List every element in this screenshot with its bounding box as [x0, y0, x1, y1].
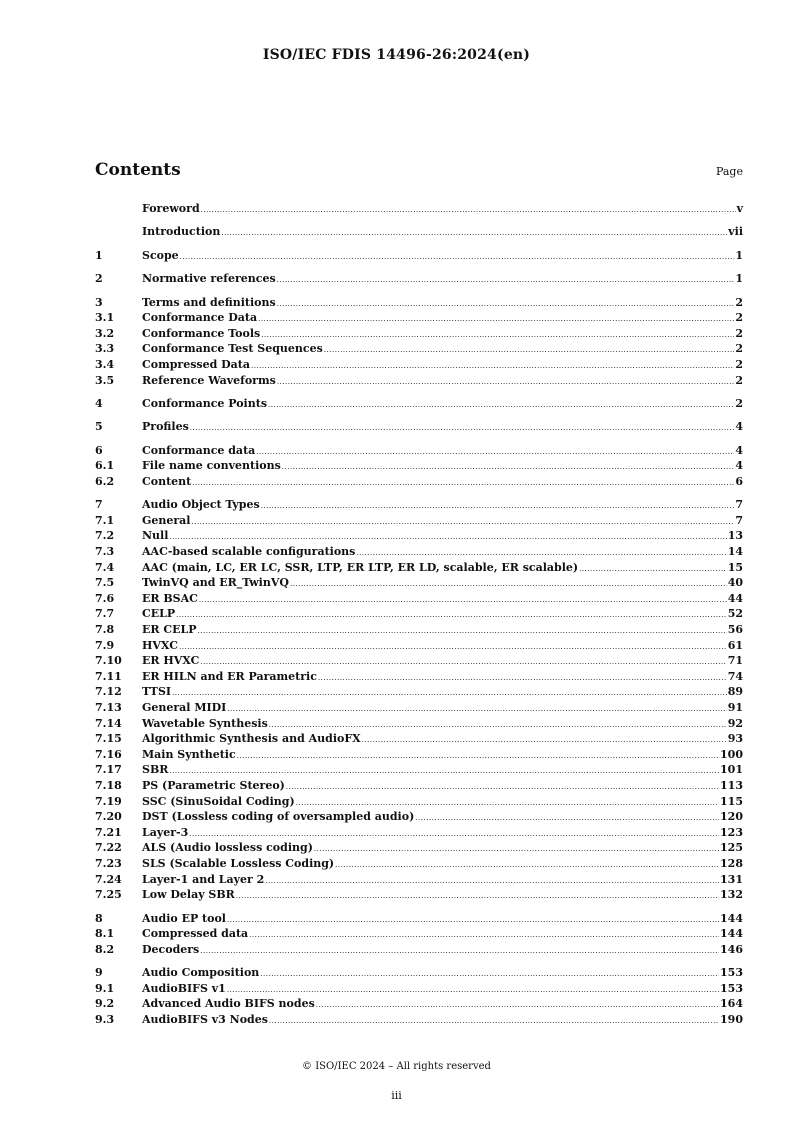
toc-dot-leader: [192, 479, 734, 487]
toc-entry-number: 7.6: [95, 591, 115, 605]
toc-dot-leader: [227, 986, 719, 994]
toc-entry-number: 7.20: [95, 810, 122, 824]
toc-entry[interactable]: [95, 717, 743, 733]
toc-entry[interactable]: [95, 873, 743, 889]
toc-entry[interactable]: [95, 592, 743, 608]
toc-entry-number: 7.3: [95, 545, 115, 559]
toc-entry-number: 7.11: [95, 669, 122, 683]
toc-entry-page: 4: [735, 443, 743, 457]
toc-entry[interactable]: [95, 927, 743, 943]
toc-entry-page: 146: [720, 942, 743, 956]
toc-entry-number: 7.13: [95, 701, 122, 714]
toc-dot-leader: [227, 916, 719, 924]
toc-entry-title: DST (Lossless coding of oversampled audio): [142, 810, 415, 824]
toc-entry-number: 7.22: [95, 841, 122, 855]
toc-entry[interactable]: [95, 982, 743, 998]
toc-entry-number: 7.4: [95, 560, 115, 574]
toc-entry-number: 7.17: [95, 763, 122, 777]
toc-dot-leader: [227, 705, 726, 713]
copyright-footer: © ISO/IEC 2024 – All rights reserved: [302, 1061, 491, 1072]
toc-dot-leader: [260, 970, 719, 978]
toc-entry-title: TTSI: [142, 685, 172, 699]
toc-dot-leader: [189, 830, 719, 838]
toc-entry-title: HVXC: [142, 638, 179, 652]
toc-entry-number: 5: [95, 420, 103, 434]
toc-entry-number: 7.14: [95, 716, 122, 730]
toc-entry-title: Introduction: [142, 225, 221, 239]
toc-entry-title: ER CELP: [142, 623, 197, 637]
toc-entry-page: 115: [720, 794, 743, 808]
toc-entry[interactable]: [95, 561, 743, 577]
toc-dot-leader: [237, 752, 719, 760]
toc-entry-title: Profiles: [142, 420, 189, 434]
toc-dot-leader: [579, 565, 727, 573]
toc-entry-page: 131: [720, 872, 743, 886]
toc-entry-page: 74: [727, 669, 743, 683]
toc-entry-number: 7.12: [95, 685, 122, 699]
toc-entry-title: SSC (SinuSoidal Coding): [142, 794, 295, 808]
toc-dot-leader: [290, 580, 727, 588]
toc-entry[interactable]: [95, 358, 743, 374]
toc-entry-number: 7.15: [95, 732, 122, 746]
toc-entry-page: 120: [720, 810, 743, 824]
toc-entry[interactable]: [95, 249, 743, 265]
toc-entry-number: 7.1: [95, 513, 115, 527]
toc-dot-leader: [180, 253, 735, 261]
toc-dot-leader: [415, 814, 719, 822]
toc-entry-title: AAC (main, LC, ER LC, SSR, LTP, ER LTP, ER LD, scalable, ER scalable): [142, 560, 579, 574]
toc-entry[interactable]: [95, 748, 743, 764]
toc-entry-page: 4: [735, 459, 743, 473]
toc-entry[interactable]: [95, 701, 743, 717]
toc-entry-title: ALS (Audio lossless coding): [142, 841, 313, 855]
toc-entry-page: 71: [727, 654, 743, 668]
toc-entry-number: 7.23: [95, 856, 122, 870]
toc-entry[interactable]: [95, 639, 743, 655]
toc-dot-leader: [190, 424, 735, 432]
toc-entry[interactable]: [95, 311, 743, 327]
toc-dot-leader: [324, 346, 735, 354]
toc-entry-page: 144: [720, 911, 743, 925]
toc-entry-page: 2: [735, 295, 743, 309]
toc-entry-title: TwinVQ and ER_TwinVQ: [142, 576, 289, 590]
toc-entry[interactable]: [95, 841, 743, 857]
toc-entry[interactable]: [95, 810, 743, 826]
toc-entry-page: 4: [735, 420, 743, 434]
toc-dot-leader: [256, 448, 734, 456]
toc-entry[interactable]: [95, 225, 743, 241]
toc-entry-number: 7.21: [95, 825, 122, 839]
toc-entry-title: CELP: [142, 607, 176, 621]
page-column-label: Page: [715, 165, 743, 178]
toc-entry[interactable]: [95, 202, 743, 218]
toc-entry-page: v: [736, 202, 743, 215]
toc-entry-page: 56: [727, 623, 743, 637]
toc-dot-leader: [169, 767, 719, 775]
toc-entry-number: 3: [95, 295, 103, 309]
toc-entry-title: AudioBIFS v3 Nodes: [142, 1012, 268, 1026]
toc-dot-leader: [269, 1017, 719, 1025]
toc-entry-number: 7.16: [95, 747, 122, 761]
toc-entry[interactable]: [95, 342, 743, 358]
toc-entry-number: 7.7: [95, 607, 115, 621]
toc-entry-number: 7.25: [95, 888, 122, 902]
toc-dot-leader: [201, 206, 736, 214]
toc-entry-number: 7.10: [95, 654, 122, 668]
toc-entry[interactable]: [95, 857, 743, 873]
toc-entry-page: 132: [720, 888, 743, 902]
toc-entry-page: 128: [720, 856, 743, 870]
toc-entry-number: 2: [95, 272, 103, 286]
toc-entry-number: 7.8: [95, 623, 115, 637]
toc-entry-title: Content: [142, 474, 192, 488]
toc-dot-leader: [199, 596, 727, 604]
toc-entry-title: Terms and definitions: [142, 295, 276, 309]
toc-entry-title: General MIDI: [142, 701, 227, 714]
toc-entry-title: Conformance data: [142, 443, 256, 457]
toc-dot-leader: [200, 658, 726, 666]
toc-entry-number: 9.3: [95, 1012, 115, 1026]
toc-dot-leader: [198, 627, 727, 635]
toc-entry-title: Algorithmic Synthesis and AudioFX: [142, 732, 361, 746]
toc-entry-title: Normative references: [142, 272, 276, 286]
toc-entry-title: Low Delay SBR: [142, 888, 235, 902]
toc-dot-leader: [179, 643, 727, 651]
toc-entry[interactable]: [95, 272, 743, 288]
toc-entry-title: Main Synthetic: [142, 747, 236, 761]
toc-entry-page: 153: [720, 966, 743, 980]
toc-entry-page: 2: [735, 373, 743, 387]
toc-entry-title: Foreword: [142, 202, 200, 215]
toc-entry[interactable]: [95, 444, 743, 460]
toc-entry-page: 100: [720, 747, 743, 761]
toc-entry-page: 7: [735, 513, 743, 527]
toc-entry[interactable]: [95, 514, 743, 530]
toc-dot-leader: [318, 674, 727, 682]
page-number: iii: [391, 1089, 402, 1102]
toc-entry-title: Audio EP tool: [142, 911, 226, 925]
toc-entry-title: Reference Waveforms: [142, 373, 276, 387]
toc-dot-leader: [282, 463, 735, 471]
toc-entry-title: ER HILN and ER Parametric: [142, 669, 317, 683]
toc-dot-leader: [261, 502, 735, 510]
toc-entry-number: 3.5: [95, 373, 115, 387]
toc-entry-number: 8: [95, 911, 103, 925]
toc-entry-number: 9.1: [95, 981, 115, 995]
toc-entry-number: 7.18: [95, 778, 122, 792]
toc-dot-leader: [356, 549, 726, 557]
toc-entry-page: 61: [727, 638, 743, 652]
toc-entry-title: Compressed data: [142, 927, 249, 941]
toc-entry-page: 2: [735, 311, 743, 325]
toc-dot-leader: [200, 947, 719, 955]
toc-entry[interactable]: [95, 795, 743, 811]
table-of-contents: [95, 202, 743, 1028]
toc-entry-title: Audio Object Types: [142, 498, 260, 512]
toc-entry-page: 164: [720, 997, 743, 1011]
toc-entry-page: vii: [728, 225, 743, 239]
toc-entry-title: Conformance Tools: [142, 326, 261, 340]
toc-entry-page: 15: [727, 560, 743, 574]
toc-entry[interactable]: [95, 576, 743, 592]
toc-entry-page: 44: [727, 591, 743, 605]
toc-entry-number: 6: [95, 443, 103, 457]
toc-entry-title: Layer-3: [142, 825, 189, 839]
contents-heading: Contents: [95, 160, 181, 180]
toc-entry-page: 1: [735, 272, 743, 286]
toc-dot-leader: [265, 877, 719, 885]
toc-entry-title: Scope: [142, 248, 179, 262]
toc-dot-leader: [192, 518, 735, 526]
toc-entry-number: 6.2: [95, 474, 115, 488]
toc-dot-leader: [277, 300, 735, 308]
toc-entry-number: 1: [95, 248, 103, 262]
toc-entry-page: 92: [727, 716, 743, 730]
toc-entry-page: 101: [720, 763, 743, 777]
toc-entry[interactable]: [95, 685, 743, 701]
toc-entry[interactable]: [95, 654, 743, 670]
toc-entry[interactable]: [95, 374, 743, 390]
toc-entry-number: 3.3: [95, 342, 115, 356]
toc-dot-leader: [258, 315, 734, 323]
toc-entry-title: Null: [142, 529, 169, 543]
toc-entry-title: Conformance Points: [142, 396, 268, 410]
toc-entry-page: 52: [727, 607, 743, 621]
toc-entry-page: 93: [727, 732, 743, 746]
toc-dot-leader: [172, 689, 727, 697]
toc-entry-page: 153: [720, 981, 743, 995]
toc-dot-leader: [362, 736, 727, 744]
toc-entry-number: 7.19: [95, 794, 122, 808]
toc-entry-title: SLS (Scalable Lossless Coding): [142, 856, 335, 870]
toc-entry-title: Layer-1 and Layer 2: [142, 872, 265, 886]
toc-entry-title: PS (Parametric Stereo): [142, 778, 285, 792]
toc-entry[interactable]: [95, 763, 743, 779]
toc-entry-page: 40: [727, 576, 743, 590]
toc-entry-number: 8.2: [95, 942, 115, 956]
toc-entry[interactable]: [95, 997, 743, 1013]
toc-entry-title: Audio Composition: [142, 966, 260, 980]
toc-dot-leader: [251, 362, 734, 370]
toc-entry[interactable]: [95, 397, 743, 413]
toc-entry-number: 6.1: [95, 459, 115, 473]
toc-entry-number: 4: [95, 396, 103, 410]
toc-entry-page: 1: [735, 248, 743, 262]
toc-entry-title: Wavetable Synthesis: [142, 716, 268, 730]
toc-entry[interactable]: [95, 732, 743, 748]
toc-entry-title: Conformance Data: [142, 311, 258, 325]
toc-dot-leader: [286, 783, 719, 791]
toc-entry-title: Advanced Audio BIFS nodes: [142, 997, 315, 1011]
toc-entry-page: 14: [727, 545, 743, 559]
toc-entry-number: 3.4: [95, 357, 115, 371]
toc-entry-page: 2: [735, 396, 743, 410]
toc-dot-leader: [221, 229, 727, 237]
toc-dot-leader: [314, 845, 719, 853]
toc-entry-page: 89: [727, 685, 743, 699]
toc-entry-page: 6: [735, 474, 743, 488]
toc-dot-leader: [236, 892, 719, 900]
toc-entry-page: 144: [720, 927, 743, 941]
toc-entry-page: 91: [727, 701, 743, 714]
toc-entry-number: 3.2: [95, 326, 115, 340]
toc-dot-leader: [268, 401, 734, 409]
toc-entry-number: 8.1: [95, 927, 115, 941]
toc-entry-number: 7: [95, 498, 103, 512]
toc-entry-number: 7.5: [95, 576, 115, 590]
toc-entry-number: 9: [95, 966, 103, 980]
toc-entry-page: 2: [735, 326, 743, 340]
toc-dot-leader: [277, 276, 735, 284]
toc-entry[interactable]: [95, 475, 743, 491]
toc-entry[interactable]: [95, 607, 743, 623]
toc-entry-page: 125: [720, 841, 743, 855]
toc-dot-leader: [261, 331, 734, 339]
toc-entry-number: 3.1: [95, 311, 115, 325]
toc-entry-page: 2: [735, 357, 743, 371]
toc-entry[interactable]: [95, 966, 743, 982]
toc-entry[interactable]: [95, 498, 743, 514]
toc-entry-title: File name conventions: [142, 459, 281, 473]
toc-entry-title: AudioBIFS v1: [142, 981, 226, 995]
toc-entry-title: ER BSAC: [142, 591, 198, 605]
toc-dot-leader: [169, 533, 726, 541]
toc-entry-page: 7: [735, 498, 743, 512]
toc-entry[interactable]: [95, 888, 743, 904]
toc-entry[interactable]: [95, 623, 743, 639]
toc-entry[interactable]: [95, 670, 743, 686]
toc-entry-number: 9.2: [95, 997, 115, 1011]
toc-entry[interactable]: [95, 459, 743, 475]
toc-entry[interactable]: [95, 529, 743, 545]
toc-entry-title: Decoders: [142, 942, 200, 956]
toc-dot-leader: [296, 799, 719, 807]
toc-entry[interactable]: [95, 296, 743, 312]
toc-dot-leader: [176, 611, 727, 619]
toc-entry[interactable]: [95, 779, 743, 795]
toc-entry-number: 7.24: [95, 872, 122, 886]
toc-entry-number: 7.2: [95, 529, 115, 543]
toc-entry-page: 13: [727, 529, 743, 543]
toc-entry[interactable]: [95, 1013, 743, 1029]
toc-dot-leader: [249, 931, 719, 939]
toc-entry-title: SBR: [142, 763, 169, 777]
toc-entry-page: 123: [720, 825, 743, 839]
toc-entry[interactable]: [95, 826, 743, 842]
toc-entry-page: 2: [735, 342, 743, 356]
toc-entry[interactable]: [95, 943, 743, 959]
document-header: ISO/IEC FDIS 14496-26:2024(en): [262, 47, 531, 63]
toc-dot-leader: [277, 378, 735, 386]
toc-entry-title: Conformance Test Sequences: [142, 342, 323, 356]
toc-entry-page: 113: [720, 778, 743, 792]
toc-entry[interactable]: [95, 545, 743, 561]
toc-entry-page: 190: [720, 1012, 743, 1026]
toc-dot-leader: [335, 861, 719, 869]
toc-entry-title: General: [142, 513, 191, 527]
toc-entry-title: ER HVXC: [142, 654, 200, 668]
toc-entry[interactable]: [95, 420, 743, 436]
toc-entry[interactable]: [95, 912, 743, 928]
toc-entry-title: Compressed Data: [142, 357, 250, 371]
toc-entry-number: 7.9: [95, 638, 115, 652]
toc-entry[interactable]: [95, 327, 743, 343]
toc-entry-title: AAC-based scalable configurations: [142, 545, 356, 559]
toc-dot-leader: [269, 721, 727, 729]
toc-dot-leader: [316, 1001, 719, 1009]
